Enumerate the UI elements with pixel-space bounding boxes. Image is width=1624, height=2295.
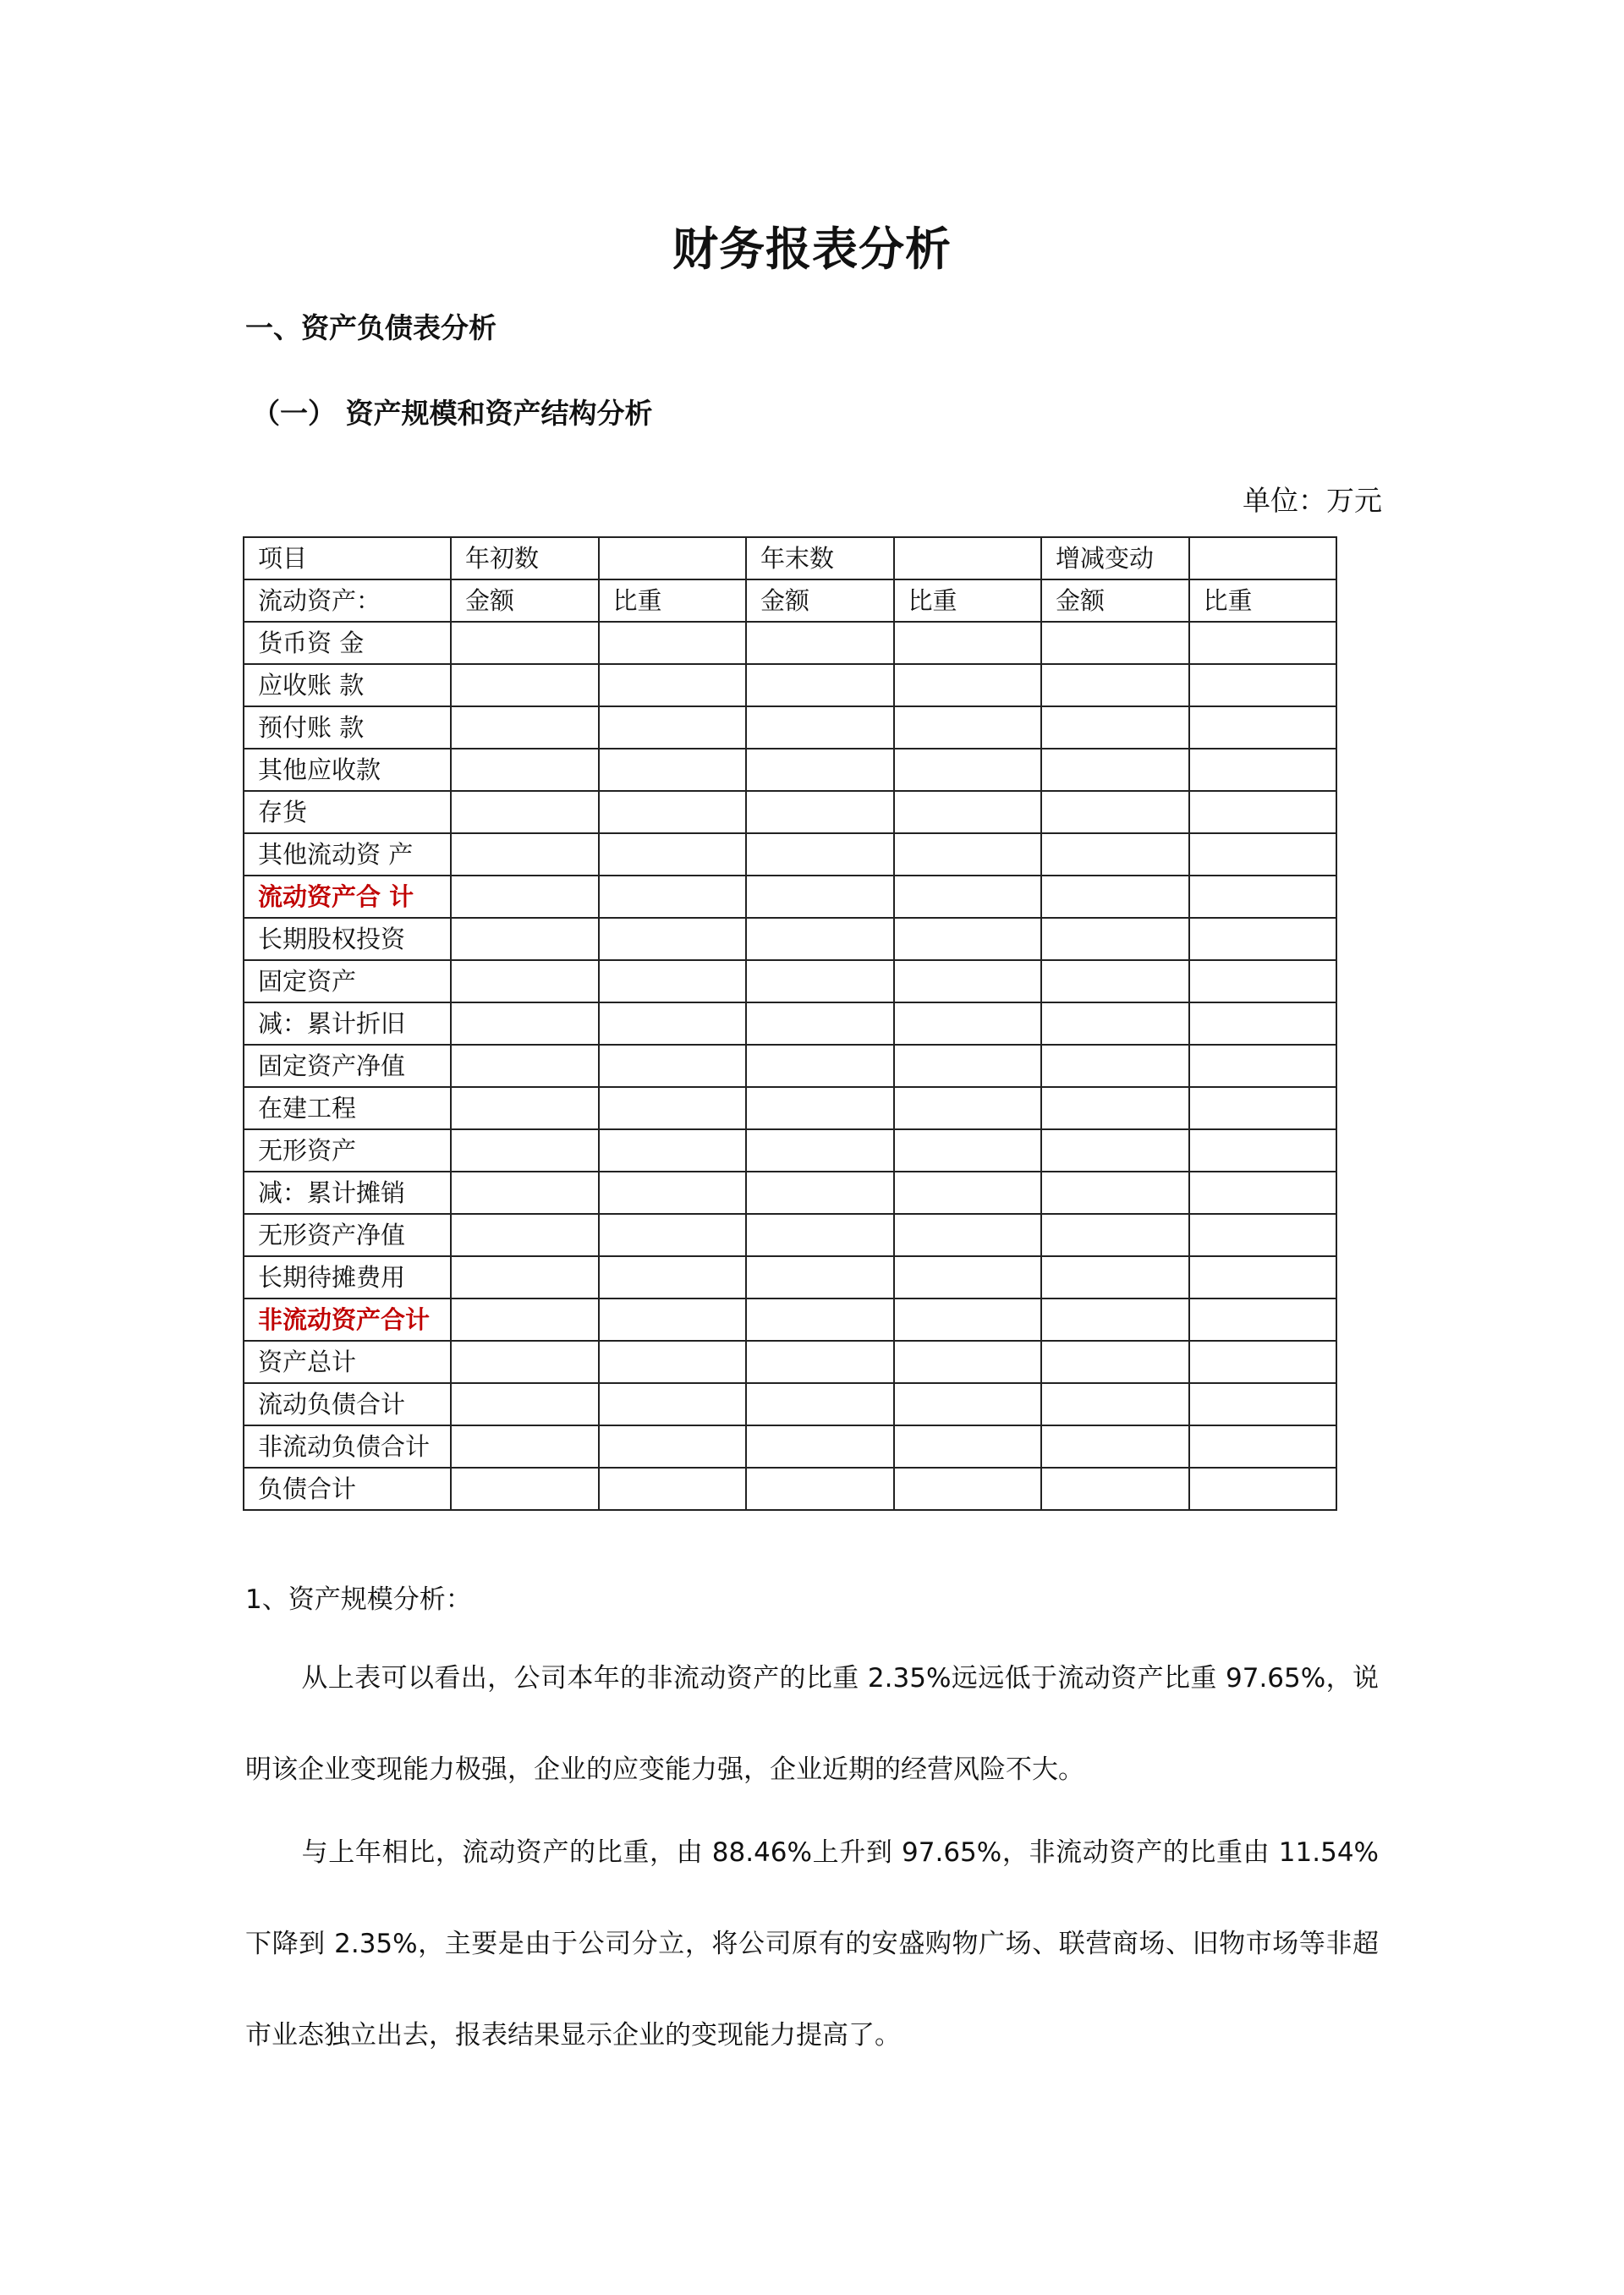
value-cell <box>451 664 599 706</box>
value-cell <box>746 664 894 706</box>
value-cell <box>1189 1298 1337 1341</box>
value-cell <box>1189 1468 1337 1510</box>
value-cell <box>599 791 747 833</box>
value-cell <box>1189 1214 1337 1256</box>
value-cell <box>451 1172 599 1214</box>
value-cell <box>1041 706 1189 749</box>
value-cell <box>1189 960 1337 1002</box>
value-cell <box>599 1172 747 1214</box>
value-cell <box>746 918 894 960</box>
row-label: 固定资产 <box>244 960 451 1002</box>
row-label: 存货 <box>244 791 451 833</box>
table-row <box>244 791 1336 833</box>
row-label: 无形资产 <box>244 1129 451 1172</box>
value-cell <box>746 960 894 1002</box>
value-cell <box>599 876 747 918</box>
value-cell <box>894 706 1042 749</box>
value-cell <box>746 1172 894 1214</box>
value-cell <box>599 1468 747 1510</box>
row-label: 在建工程 <box>244 1087 451 1129</box>
document-title: 财务报表分析 <box>672 222 952 276</box>
value-cell <box>1189 1383 1337 1425</box>
value-cell <box>894 1425 1042 1468</box>
table-row <box>244 1002 1336 1045</box>
row-label: 应收账 款 <box>244 664 451 706</box>
value-cell <box>894 1045 1042 1087</box>
table-row <box>244 1172 1336 1214</box>
value-cell <box>1041 1256 1189 1298</box>
table-row <box>244 1045 1336 1087</box>
row-label: 减：累计折旧 <box>244 1002 451 1045</box>
value-cell <box>894 791 1042 833</box>
value-cell <box>746 1045 894 1087</box>
table-header-row-1 <box>244 537 1336 579</box>
row-label: 负债合计 <box>244 1468 451 1510</box>
header-cell <box>1189 537 1337 579</box>
value-cell <box>599 664 747 706</box>
value-cell <box>599 960 747 1002</box>
balance-sheet-table <box>243 536 1337 1511</box>
table-header-row-2 <box>244 579 1336 622</box>
table-row <box>244 749 1336 791</box>
table-row <box>244 664 1336 706</box>
value-cell <box>1189 918 1337 960</box>
value-cell <box>599 833 747 876</box>
value-cell <box>1189 876 1337 918</box>
header-cell: 比重 <box>894 579 1042 622</box>
value-cell <box>599 749 747 791</box>
value-cell <box>599 1298 747 1341</box>
value-cell <box>599 1341 747 1383</box>
table-row <box>244 876 1336 918</box>
header-cell: 金额 <box>746 579 894 622</box>
value-cell <box>1041 1045 1189 1087</box>
row-label: 预付账 款 <box>244 706 451 749</box>
table-row <box>244 1087 1336 1129</box>
value-cell <box>1189 1341 1337 1383</box>
header-cell: 项目 <box>244 537 451 579</box>
value-cell <box>894 1256 1042 1298</box>
header-cell: 年初数 <box>451 537 599 579</box>
value-cell <box>894 1087 1042 1129</box>
value-cell <box>1041 1383 1189 1425</box>
value-cell <box>746 876 894 918</box>
value-cell <box>599 1129 747 1172</box>
analysis-paragraph-2 <box>245 1807 1379 2081</box>
value-cell <box>1189 664 1337 706</box>
header-cell: 比重 <box>1189 579 1337 622</box>
table-row <box>244 1425 1336 1468</box>
row-label: 非流动资产合计 <box>244 1298 451 1341</box>
row-label: 资产总计 <box>244 1341 451 1383</box>
value-cell <box>451 1214 599 1256</box>
value-cell <box>894 1172 1042 1214</box>
table-row <box>244 1298 1336 1341</box>
value-cell <box>1041 664 1189 706</box>
value-cell <box>1189 1087 1337 1129</box>
table-row <box>244 918 1336 960</box>
header-cell: 比重 <box>599 579 747 622</box>
table-row <box>244 1341 1336 1383</box>
value-cell <box>746 1468 894 1510</box>
header-cell: 增减变动 <box>1041 537 1189 579</box>
row-label: 长期待摊费用 <box>244 1256 451 1298</box>
paragraph-text: 从上表可以看出，公司本年的非流动资产的比重 2.35%远远低于流动资产比重 97.65%，说明该企业变现能力极强，企业的应变能力强，企业近期的经营风险不大。 <box>245 1663 1379 1785</box>
value-cell <box>1189 749 1337 791</box>
analysis-paragraph-1 <box>245 1633 1379 1815</box>
table-row <box>244 706 1336 749</box>
table-row <box>244 1383 1336 1425</box>
table-row <box>244 622 1336 664</box>
value-cell <box>599 706 747 749</box>
value-cell <box>599 1256 747 1298</box>
value-cell <box>599 1383 747 1425</box>
value-cell <box>599 622 747 664</box>
value-cell <box>746 706 894 749</box>
value-cell <box>894 833 1042 876</box>
value-cell <box>746 1129 894 1172</box>
value-cell <box>746 833 894 876</box>
value-cell <box>894 749 1042 791</box>
value-cell <box>599 1425 747 1468</box>
header-cell: 年末数 <box>746 537 894 579</box>
value-cell <box>894 622 1042 664</box>
value-cell <box>451 749 599 791</box>
value-cell <box>746 749 894 791</box>
value-cell <box>599 1002 747 1045</box>
value-cell <box>1189 1425 1337 1468</box>
value-cell <box>894 918 1042 960</box>
value-cell <box>894 1468 1042 1510</box>
value-cell <box>894 1129 1042 1172</box>
value-cell <box>746 1087 894 1129</box>
value-cell <box>746 791 894 833</box>
value-cell <box>1041 1468 1189 1510</box>
value-cell <box>1041 960 1189 1002</box>
table-row <box>244 1214 1336 1256</box>
value-cell <box>1189 791 1337 833</box>
row-label: 流动资产合 计 <box>244 876 451 918</box>
value-cell <box>894 1341 1042 1383</box>
value-cell <box>451 706 599 749</box>
value-cell <box>451 876 599 918</box>
value-cell <box>1189 1045 1337 1087</box>
value-cell <box>451 1298 599 1341</box>
value-cell <box>894 1298 1042 1341</box>
value-cell <box>894 1002 1042 1045</box>
row-label: 货币资 金 <box>244 622 451 664</box>
value-cell <box>1041 833 1189 876</box>
sub-section-heading: （一） 资产规模和资产结构分析 <box>252 397 653 430</box>
value-cell <box>746 1256 894 1298</box>
value-cell <box>1041 1129 1189 1172</box>
value-cell <box>1041 622 1189 664</box>
table-row <box>244 1468 1336 1510</box>
value-cell <box>894 1383 1042 1425</box>
row-label: 无形资产净值 <box>244 1214 451 1256</box>
value-cell <box>1189 833 1337 876</box>
row-label: 非流动负债合计 <box>244 1425 451 1468</box>
value-cell <box>894 876 1042 918</box>
value-cell <box>451 791 599 833</box>
value-cell <box>1189 622 1337 664</box>
value-cell <box>1041 1425 1189 1468</box>
value-cell <box>894 664 1042 706</box>
value-cell <box>1189 1256 1337 1298</box>
value-cell <box>599 1045 747 1087</box>
value-cell <box>451 1425 599 1468</box>
value-cell <box>1041 1214 1189 1256</box>
row-label: 长期股权投资 <box>244 918 451 960</box>
value-cell <box>599 1214 747 1256</box>
value-cell <box>1041 876 1189 918</box>
table-row <box>244 1129 1336 1172</box>
header-cell <box>894 537 1042 579</box>
value-cell <box>746 1298 894 1341</box>
value-cell <box>746 1383 894 1425</box>
value-cell <box>746 1214 894 1256</box>
analysis-heading: 1、资产规模分析： <box>245 1584 472 1615</box>
value-cell <box>451 960 599 1002</box>
value-cell <box>451 1045 599 1087</box>
value-cell <box>1189 1172 1337 1214</box>
paragraph-text: 与上年相比，流动资产的比重，由 88.46%上升到 97.65%，非流动资产的比重由 11.54%下降到 2.35%，主要是由于公司分立，将公司原有的安盛购物广场、联营商场、旧物市场等非超市业态独立出去，报表结果显示企业的变现能力提高了。 <box>245 1837 1379 2051</box>
table-row <box>244 960 1336 1002</box>
value-cell <box>451 1341 599 1383</box>
value-cell <box>746 622 894 664</box>
section-heading: 一、资产负债表分析 <box>245 311 497 344</box>
value-cell <box>451 1468 599 1510</box>
value-cell <box>1041 749 1189 791</box>
value-cell <box>1041 1002 1189 1045</box>
header-cell: 流动资产： <box>244 579 451 622</box>
value-cell <box>451 918 599 960</box>
value-cell <box>746 1425 894 1468</box>
header-cell: 金额 <box>451 579 599 622</box>
value-cell <box>1041 918 1189 960</box>
value-cell <box>894 1214 1042 1256</box>
value-cell <box>451 1256 599 1298</box>
value-cell <box>599 918 747 960</box>
value-cell <box>1041 1087 1189 1129</box>
table-row <box>244 1256 1336 1298</box>
row-label: 其他流动资 产 <box>244 833 451 876</box>
value-cell <box>451 622 599 664</box>
row-label: 固定资产净值 <box>244 1045 451 1087</box>
value-cell <box>1041 1172 1189 1214</box>
value-cell <box>746 1002 894 1045</box>
value-cell <box>746 1341 894 1383</box>
value-cell <box>1189 1002 1337 1045</box>
value-cell <box>1041 1298 1189 1341</box>
value-cell <box>451 1129 599 1172</box>
value-cell <box>1189 1129 1337 1172</box>
table-row <box>244 833 1336 876</box>
value-cell <box>1041 791 1189 833</box>
header-cell: 金额 <box>1041 579 1189 622</box>
value-cell <box>1041 1341 1189 1383</box>
header-cell <box>599 537 747 579</box>
value-cell <box>451 833 599 876</box>
row-label: 其他应收款 <box>244 749 451 791</box>
value-cell <box>451 1087 599 1129</box>
unit-label: 单位：万元 <box>1243 484 1382 517</box>
row-label: 减：累计摊销 <box>244 1172 451 1214</box>
value-cell <box>894 960 1042 1002</box>
value-cell <box>451 1002 599 1045</box>
value-cell <box>1189 706 1337 749</box>
value-cell <box>599 1087 747 1129</box>
row-label: 流动负债合计 <box>244 1383 451 1425</box>
value-cell <box>451 1383 599 1425</box>
